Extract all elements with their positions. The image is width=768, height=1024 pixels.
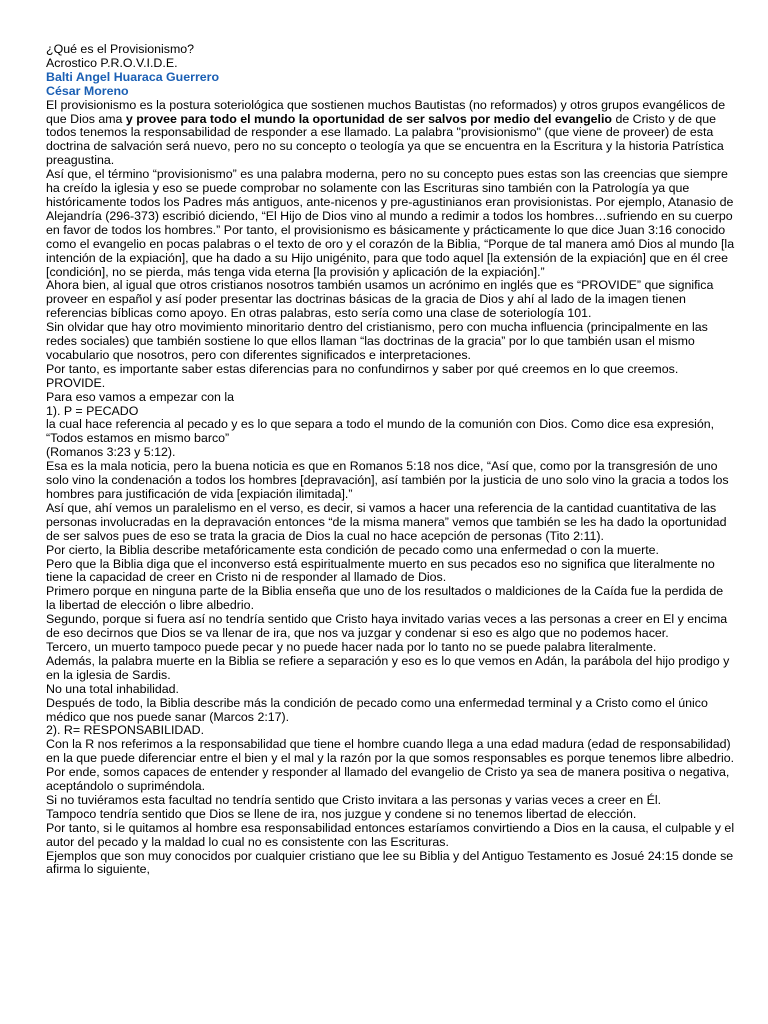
body-paragraph: (Romanos 3:23 y 5:12).	[46, 445, 176, 460]
body-paragraph: PROVIDE.	[46, 375, 106, 390]
body-paragraph: Tampoco tendría sentido que Dios se llene de ira, nos juzgue y condene si no tenemos libertad de elección.	[46, 806, 637, 821]
body-paragraph: Si no tuviéramos esta facultad no tendría sentido que Cristo invitara a las personas y varias veces a creer en Él.	[46, 792, 662, 807]
document-title: ¿Qué es el Provisionismo?	[46, 42, 195, 56]
body-paragraph: Con la R nos referimos a la responsabilidad que tiene el hombre cuando llega a una edad madura (edad de responsabilidad) en la que puede diferenciar entre el bien y el mal y la razón por la que somos responsables es porque tenemos libre albedrio.	[46, 737, 735, 766]
body-paragraph: Pero que la Biblia diga que el inconverso está espiritualmente muerto en sus pecados eso no significa que literalmente no tiene la capacidad de creer en Cristo ni de responder al llamado de Dios.	[46, 556, 715, 585]
body-paragraph: Después de todo, la Biblia describe más la condición de pecado como una enfermedad terminal y a Cristo como el único médico que nos puede sanar (Marcos 2:17).	[46, 695, 708, 724]
intro-bold-text: y provee para todo el mundo la oportunidad de ser salvos por medio del evangelio	[125, 111, 612, 126]
body-paragraph: Sin olvidar que hay otro movimiento minoritario dentro del cristianismo, pero con mucha influencia (principalmente en las redes sociales) que también sostiene lo que ellos llaman “las doctrinas de la gracia” por lo que también usan el mismo vocabulario que nosotros, pero con diferentes significados e interpretaciones.	[46, 320, 708, 362]
body-paragraph: Primero porque en ninguna parte de la Biblia enseña que uno de los resultados o maldiciones de la Caída fue la perdida de la libertad de elección o libre albedrio.	[46, 584, 724, 613]
body-paragraph: Para eso vamos a empezar con la	[46, 389, 235, 404]
intro-text-end: de Cristo y de que todos tenemos la responsabilidad de responder a ese llamado. La palabra "provisionismo" (que viene de proveer) de esta doctrina de salvación será nuevo, pero no su concepto o teología ya que se encuentra en la Escritura y la historia Patrística preagustina.	[46, 111, 724, 168]
body-paragraph: Segundo, porque si fuera así no tendría sentido que Cristo haya invitado varias veces a las personas a creer en El y encima de eso decirnos que Dios se va llenar de ira, que nos va juzgar y condenar si eso es algo que no podemos hacer.	[46, 612, 728, 641]
document-page	[46, 43, 736, 877]
body-paragraph: Por tanto, si le quitamos al hombre esa responsabilidad entonces estaríamos convirtiendo a Dios en la causa, el culpable y el autor del pecado y la maldad lo cual no es consistente con las Escrituras.	[46, 820, 735, 849]
body-paragraph: 1). P = PECADO	[46, 403, 139, 418]
body-paragraph: Ejemplos que son muy conocidos por cualquier cristiano que lee su Biblia y del Antiguo Testamento es Josué 24:15 donde se afirma lo siguiente,	[46, 848, 734, 877]
document-subtitle: Acrostico P.R.O.V.I.D.E.	[46, 55, 178, 70]
body-paragraph: No una total inhabilidad.	[46, 681, 179, 696]
body-paragraph: Por cierto, la Biblia describe metafóricamente esta condición de pecado como una enfermedad o con la muerte.	[46, 542, 659, 557]
intro-paragraph	[46, 99, 736, 169]
body-text	[46, 168, 736, 877]
body-paragraph: Así que, ahí vemos un paralelismo en el verso, es decir, si vamos a hacer una referencia de la cantidad cuantitativa de las personas involucradas en la depravación entonces “de la misma manera” vemos que también se les ha dado la oportunidad de ser salvos pues de eso se trata la gracia de Dios la cual no hace acepción de personas (Tito 2:11).	[46, 500, 727, 543]
author-name: Balti Angel Huaraca Guerrero	[46, 69, 220, 84]
body-paragraph: Por tanto, es importante saber estas diferencias para no confundirnos y saber por qué creemos en lo que creemos.	[46, 361, 679, 376]
body-paragraph: la cual hace referencia al pecado y es lo que separa a todo el mundo de la comunión con Dios. Como dice esa expresión,	[46, 417, 715, 432]
body-paragraph: Esa es la mala noticia, pero la buena noticia es que en Romanos 5:18 nos dice, “Así que, como por la transgresión de uno solo vino la condenación a todos los hombres [depravación], así también por la justicia de uno solo vino la gracia a todos los hombres para justificación de vida [expiación ilimitada].”	[46, 459, 729, 501]
body-paragraph: Ahora bien, al igual que otros cristianos nosotros también usamos un acrónimo en inglés que es “PROVIDE” que significa proveer en español y así poder presentar las doctrinas básicas de la gracia de Dios y ahí al lado de la imagen tienen referencias bíblicas como apoyo. En otras palabras, esto sería como una clase de soteriología 101.	[46, 278, 714, 321]
body-paragraph: Además, la palabra muerte en la Biblia se refiere a separación y eso es lo que vemos en Adán, la parábola del hijo prodigo y en la iglesia de Sardis.	[46, 653, 730, 682]
body-paragraph: Tercero, un muerto tampoco puede pecar y no puede hacer nada por lo tanto no se puede palabra literalmente.	[46, 639, 657, 654]
intro-text-start: El provisionismo es la postura soteriológica que sostienen muchos Bautistas (no reformados) y otros grupos evangélicos de que Dios ama	[46, 97, 726, 126]
body-paragraph: “Todos estamos en mismo barco”	[46, 431, 230, 446]
body-paragraph: Por ende, somos capaces de entender y responder al llamado del evangelio de Cristo ya sea de manera positiva o negativa, aceptándolo o supriméndola.	[46, 765, 730, 794]
body-paragraph: 2). R= RESPONSABILIDAD.	[46, 723, 205, 738]
body-paragraph: Así que, el término “provisionismo” es una palabra moderna, pero no su concepto pues estas son las creencias que siempre ha creído la iglesia y eso se puede comprobar no solamente con las Escrituras sino también con la Patrología ya que históricamente todos los Padres más antiguos, ante-nicenos y pre-agustinianos eran provisionistas. Por ejemplo, Atanasio de Alejandría (296-373) escribió diciendo, “El Hijo de Dios vino al mundo a redimir a todos los hombres…sufriendo en su cuerpo en favor de todos los hombres.” Por tanto, el provisionismo es básicamente y prácticamente lo que dice Juan 3:16 conocido como el evangelio en pocas palabras o el texto de oro y el corazón de la Biblia, “Porque de tal manera amó Dios al mundo [la intención de la expiación], que ha dado a su Hijo unigénito, para que todo aquel [la extensión de la expiación] que en él cree [condición], no se pierda, más tenga vida eterna [la provisión y aplicación de la expiación].”	[46, 167, 735, 279]
author-name: César Moreno	[46, 83, 129, 98]
